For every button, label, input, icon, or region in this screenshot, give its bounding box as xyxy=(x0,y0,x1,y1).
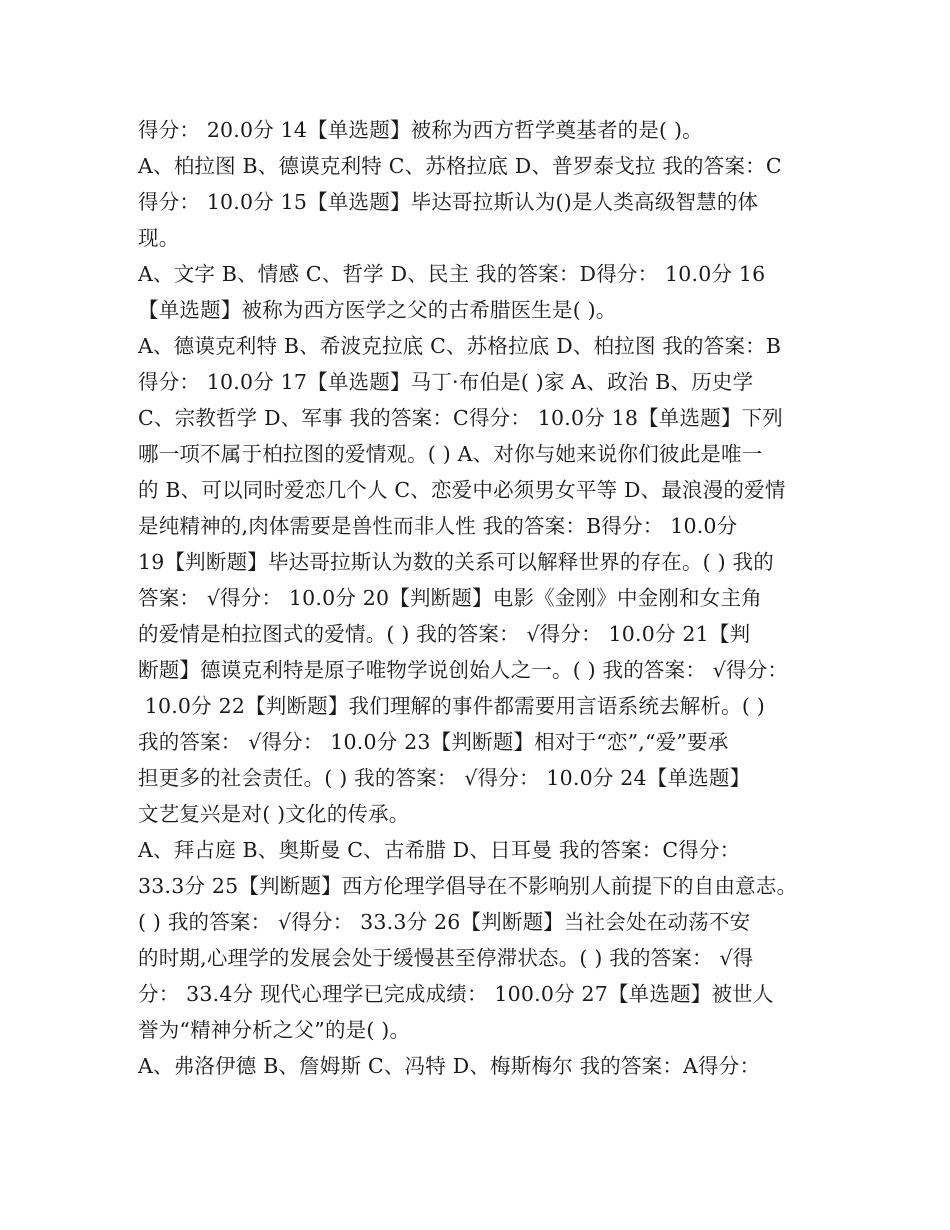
text-line: 得分： 20.0分 14【单选题】被称为西方哲学奠基者的是( )。 xyxy=(138,118,703,142)
text-line: C、宗教哲学 D、军事 我的答案：C得分： 10.0分 18【单选题】下列 xyxy=(138,406,784,430)
text-line: 是纯精神的,肉体需要是兽性而非人性 我的答案：B得分： 10.0分 xyxy=(138,514,738,538)
text-line: 得分： 10.0分 15【单选题】毕达哥拉斯认为()是人类高级智慧的体 xyxy=(138,190,759,214)
text-line: 得分： 10.0分 17【单选题】马丁·布伯是( )家 A、政治 B、历史学 xyxy=(138,370,754,394)
text-line: A、柏拉图 B、德谟克利特 C、苏格拉底 D、普罗泰戈拉 我的答案：C xyxy=(138,154,782,178)
text-line: 现。 xyxy=(138,226,180,250)
text-line: 誉为“精神分析之父”的是( )。 xyxy=(138,1018,411,1042)
text-line: ( ) 我的答案： √得分： 33.3分 26【判断题】当社会处在动荡不安 xyxy=(138,910,751,934)
text-line: 33.3分 25【判断题】西方伦理学倡导在不影响别人前提下的自由意志。 xyxy=(138,874,798,898)
text-line: 文艺复兴是对( )文化的传承。 xyxy=(138,802,410,826)
text-line: 【单选题】被称为西方医学之父的古希腊医生是( )。 xyxy=(138,298,617,322)
document-body xyxy=(138,112,828,1084)
text-line: 分： 33.4分 现代心理学已完成成绩： 100.0分 27【单选题】被世人 xyxy=(138,982,774,1006)
text-line: 的爱情是柏拉图式的爱情。( ) 我的答案： √得分： 10.0分 21【判 xyxy=(138,622,751,646)
text-line: 的 B、可以同时爱恋几个人 C、恋爱中必须男女平等 D、最浪漫的爱情 xyxy=(138,478,786,502)
text-line: 答案： √得分： 10.0分 20【判断题】电影《金刚》中金刚和女主角 xyxy=(138,586,762,610)
text-line: A、弗洛伊德 B、詹姆斯 C、冯特 D、梅斯梅尔 我的答案：A得分： xyxy=(138,1054,761,1078)
text-line: 我的答案： √得分： 10.0分 23【判断题】相对于“恋”,“爱”要承 xyxy=(138,730,729,754)
text-line: A、文字 B、情感 C、哲学 D、民主 我的答案：D得分： 10.0分 16 xyxy=(138,262,766,286)
text-line: 断题】德谟克利特是原子唯物学说创始人之一。( ) 我的答案： √得分： xyxy=(138,658,789,682)
text-line: 担更多的社会责任。( ) 我的答案： √得分： 10.0分 24【单选题】 xyxy=(138,766,751,790)
text-line: 的时期,心理学的发展会处于缓慢甚至停滞状态。( ) 我的答案： √得 xyxy=(138,946,754,970)
text-line: A、拜占庭 B、奥斯曼 C、古希腊 D、日耳曼 我的答案：C得分： xyxy=(138,838,741,862)
text-line: 19【判断题】毕达哥拉斯认为数的关系可以解释世界的存在。( ) 我的 xyxy=(138,550,774,574)
text-line: 哪一项不属于柏拉图的爱情观。( ) A、对你与她来说你们彼此是唯一 xyxy=(138,442,763,466)
text-line: A、德谟克利特 B、希波克拉底 C、苏格拉底 D、柏拉图 我的答案：B xyxy=(138,334,782,358)
text-line: 10.0分 22【判断题】我们理解的事件都需要用言语系统去解析。( ) xyxy=(138,694,765,718)
